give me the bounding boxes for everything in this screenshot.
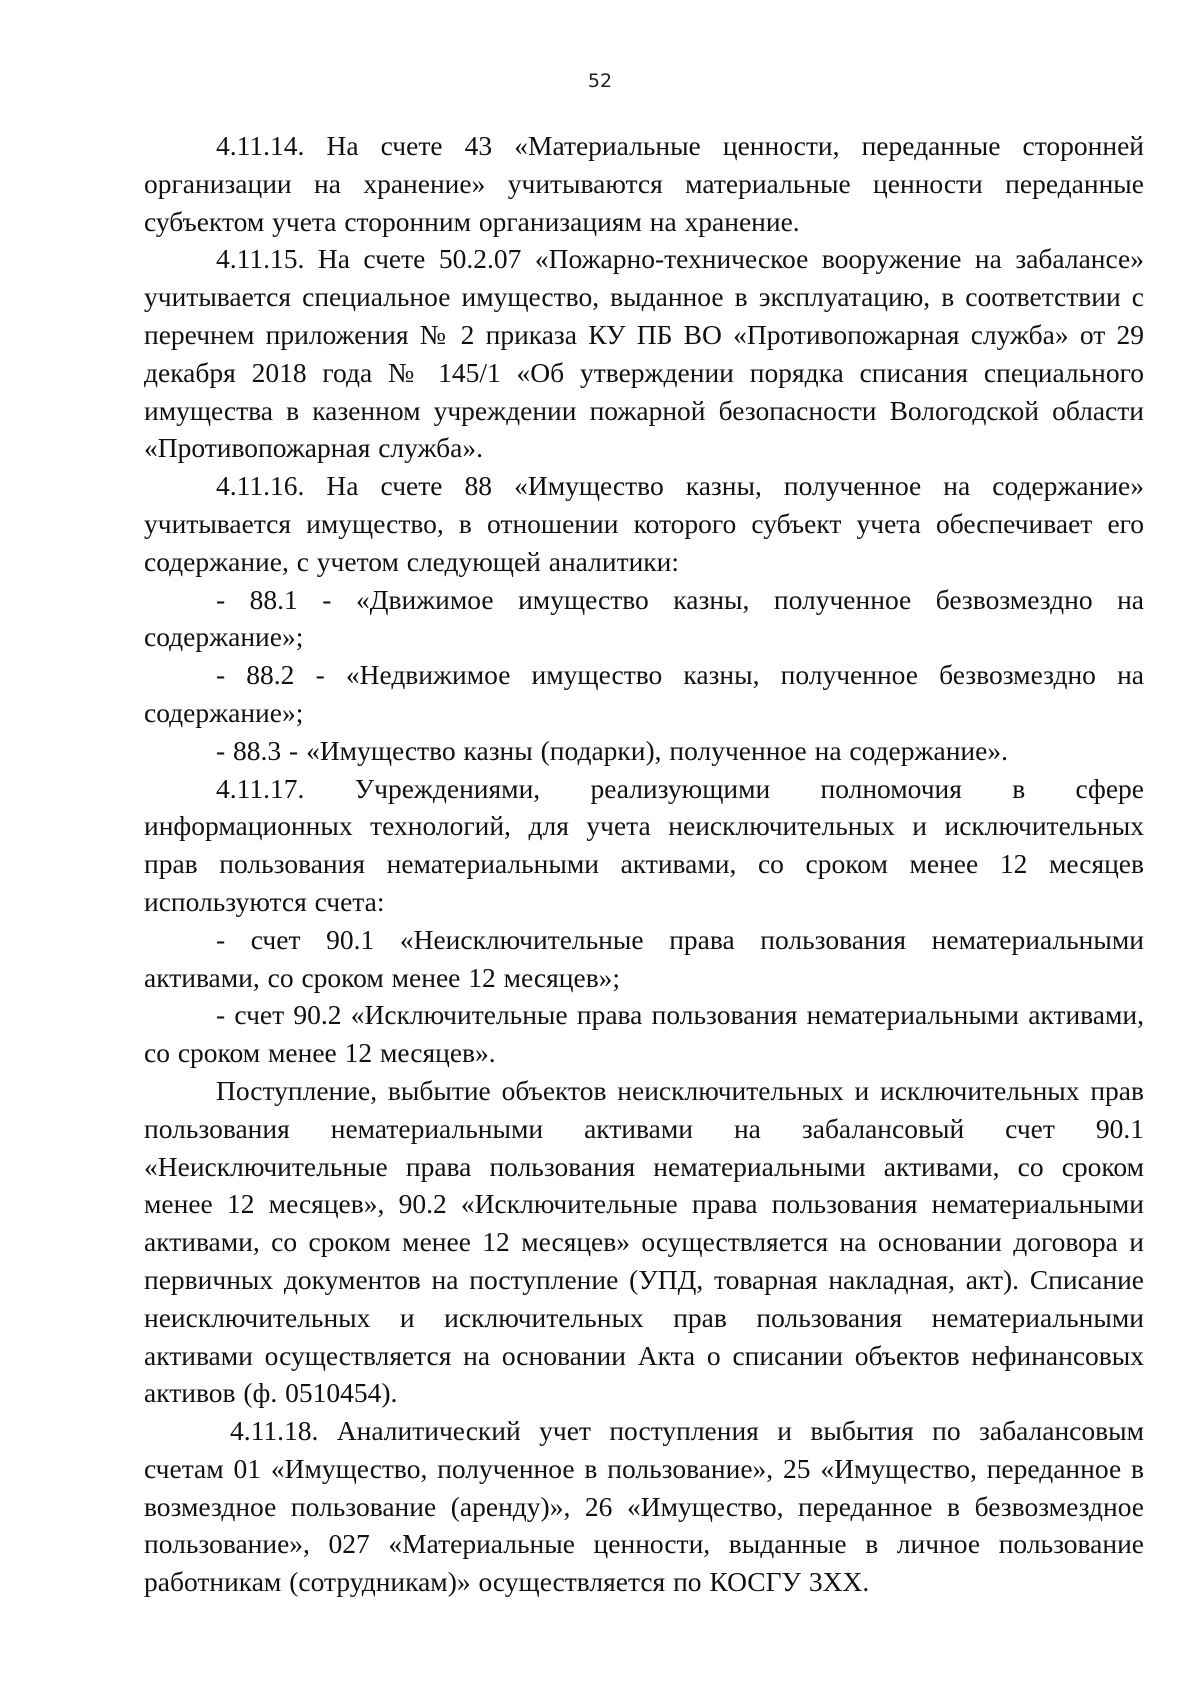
list-item-90-1: - счет 90.1 «Неисключительные права пользования нематериальными активами, со сроком менее 12 месяцев»; (144, 923, 1144, 993)
document-body (144, 127, 1144, 1601)
paragraph-4-11-18: 4.11.18. Аналитический учет поступления и выбытия по забалансовым счетам 01 «Имущество, полученное в пользование», 25 «Имущество, переданное в возмездное пользование (аренду)», 26 «Имущество, переданное в безвозмездное пользование», 027 «Материальные ценности, выданные в личное пользование работникам (сотрудникам)» осуществляется по КОСГУ 3ХХ. (144, 1415, 1144, 1598)
list-item-88-1: - 88.1 - «Движимое имущество казны, полученное безвозмездно на содержание»; (144, 583, 1144, 653)
paragraph-receipt-disposal: Поступление, выбытие объектов неисключительных и исключительных прав пользования нематериальными активами на забалансовый счет 90.1 «Неисключительные права пользования нематериальными активами, со сроком менее 12 месяцев», 90.2 «Исключительные права пользования нематериальными активами, со сроком менее 12 месяцев» осуществляется на основании договора и первичных документов на поступление (УПД, товарная накладная, акт). Списание неисключительных и исключительных прав пользования нематериальными активами осуществляется на основании Акта о списании объектов нефинансовых активов (ф. 0510454). (144, 1074, 1144, 1409)
paragraph-4-11-14: 4.11.14. На счете 43 «Материальные ценности, переданные сторонней организации на хранение» учитываются материальные ценности переданные субъектом учета сторонним организациям на хранение. (144, 130, 1144, 237)
paragraph-4-11-16: 4.11.16. На счете 88 «Имущество казны, полученное на содержание» учитывается имущество, в отношении которого субъект учета обеспечивает его содержание, с учетом следующей аналитики: (144, 470, 1144, 577)
list-item-88-2: - 88.2 - «Недвижимое имущество казны, полученное безвозмездно на содержание»; (144, 659, 1144, 728)
paragraph-4-11-17: 4.11.17. Учреждениями, реализующими полномочия в сфере информационных технологий, для учета неисключительных и исключительных прав пользования нематериальными активами, со сроком менее 12 месяцев используются счета: (144, 772, 1144, 917)
list-item-88-3: - 88.3 - «Имущество казны (подарки), полученное на содержание». (216, 734, 1008, 766)
page-number: 52 (587, 70, 613, 92)
list-item-90-2: - счет 90.2 «Исключительные права пользования нематериальными активами, со сроком менее 12 месяцев». (144, 999, 1144, 1069)
paragraph-4-11-15: 4.11.15. На счете 50.2.07 «Пожарно-техническое вооружение на забалансе» учитывается специальное имущество, выданное в эксплуатацию, в соответствии с перечнем приложения № 2 приказа КУ ПБ ВО «Противопожарная служба» от 29 декабря 2018 года № 145/1 «Об утверждении порядка списания специального имущества в казенном учреждении пожарной безопасности Вологодской области «Противопожарная служба». (144, 243, 1144, 464)
